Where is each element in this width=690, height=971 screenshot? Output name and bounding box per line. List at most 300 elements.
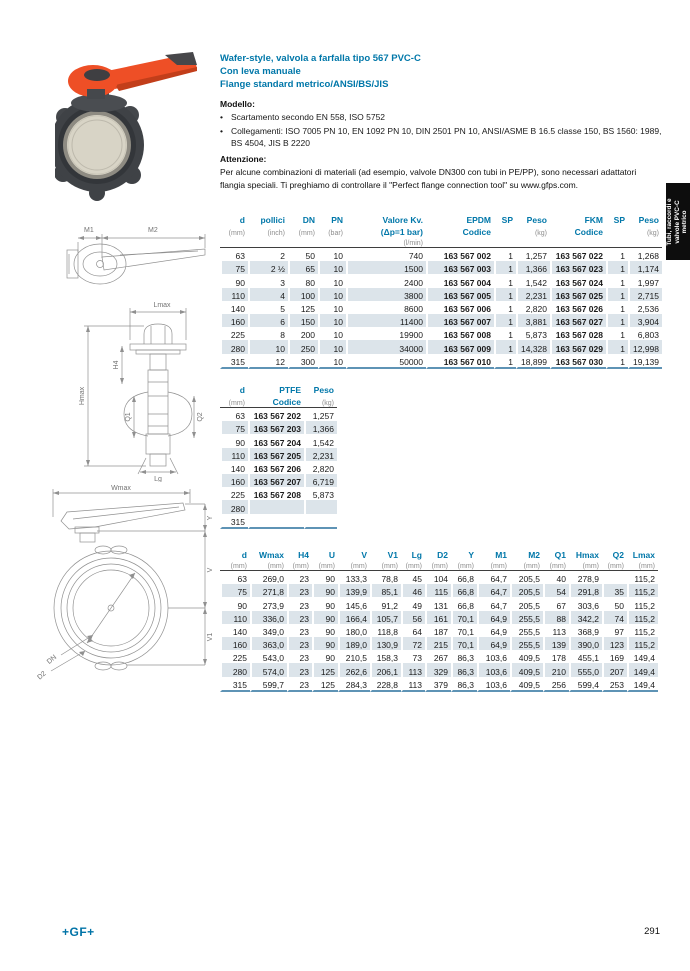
table-cell: 10 [248,340,288,353]
table-cell: 14,328 [516,340,550,353]
table-cell: 40 [543,571,569,584]
table-cell: 1 [494,301,516,314]
table-row [220,514,337,529]
table-cell: 315 [220,677,250,692]
table-cell: 225 [220,327,248,340]
table-cell: 2 [248,248,288,261]
table-cell: 300 [288,354,318,369]
table-cell: 2,820 [304,461,337,474]
table-cell: 3,881 [516,314,550,327]
dim-label-lg: Lg [154,476,162,482]
dim-label-h4: H4 [113,360,120,370]
table-cell: 10 [318,340,346,353]
table-cell: 23 [287,663,312,676]
page-title [220,52,660,91]
column-header: Peso [526,215,547,225]
table-cell: 11400 [346,314,426,327]
table-cell: 3 [248,274,288,287]
table-cell: 163 567 024 [550,274,606,287]
table-cell: 2,231 [304,448,337,461]
table-cell: 206,1 [370,663,401,676]
table-cell: 6 [248,314,288,327]
column-header: Codice [462,227,491,237]
table-cell: 73 [401,650,425,663]
table-cell: 10 [318,327,346,340]
dim-label-v: V [207,567,214,573]
section-tab-line: metrico [681,209,689,234]
table-cell: 1 [494,340,516,353]
table-cell: 65 [288,261,318,274]
table-cell: 10 [318,248,346,261]
table-cell: 50 [602,597,627,610]
dim-label-lmax: Lmax [153,302,171,309]
table-cell: 255,5 [510,611,543,624]
table-cell: 115 [425,584,451,597]
table-cell: 163 567 007 [426,314,494,327]
table-cell: 139,9 [338,584,370,597]
table-cell: 64,7 [477,571,510,584]
table-cell: 207 [602,663,627,676]
column-header: Peso [638,215,659,225]
table-cell: 1 [606,327,628,340]
table-cell: 1,257 [304,408,337,421]
table-cell: 255,5 [510,624,543,637]
column-header [516,237,550,248]
column-header: (mm) [477,560,510,571]
column-header: EPDM [466,215,491,225]
table-cell: 363,0 [250,637,287,650]
table-cell: 46 [401,584,425,597]
table-row [220,314,662,327]
column-header [628,237,662,248]
table-cell: 64,7 [477,597,510,610]
header-row [220,237,662,248]
column-header: D2 [437,550,448,560]
table-cell: 273,9 [250,597,287,610]
table-cell: 23 [287,650,312,663]
column-header [494,237,516,248]
table-cell: 271,8 [250,584,287,597]
column-header [494,225,516,237]
table-cell: 1 [606,301,628,314]
table-cell: 72 [401,637,425,650]
table-cell: 205,5 [510,571,543,584]
column-header: (mm) [425,560,451,571]
table-cell: 104 [425,571,451,584]
bullet-icon: • [220,112,223,122]
table-cell: 19900 [346,327,426,340]
dim-label-m2: M2 [148,227,158,234]
table-cell [304,500,337,513]
table-cell: 12 [248,354,288,369]
table-cell: 160 [220,637,250,650]
table-cell: 163 567 010 [426,354,494,369]
table-cell: 161 [425,611,451,624]
table-cell: 5,873 [304,487,337,500]
table-cell: 1,997 [628,274,662,287]
table-cell: 80 [288,274,318,287]
dim-label-m1: M1 [84,227,94,234]
header-row [220,213,662,225]
table-cell: 131 [425,597,451,610]
table-cell [602,571,627,584]
table-cell: 86,3 [451,677,477,692]
table-cell: 139 [543,637,569,650]
table-cell [248,514,304,529]
table-cell: 115,2 [627,637,658,650]
table-cell: 90 [220,274,248,287]
table-cell: 66,8 [451,571,477,584]
gf-logo: +GF+ [62,925,95,939]
attenzione-label: Attenzione: [220,154,267,164]
table-cell: 74 [602,611,627,624]
table-cell: 10 [318,301,346,314]
table-cell: 189,0 [338,637,370,650]
table-cell: 210,5 [338,650,370,663]
table-cell: 269,0 [250,571,287,584]
table-cell: 225 [220,650,250,663]
table-cell: 160 [220,474,248,487]
table-cell: 64,9 [477,611,510,624]
table-cell: 125 [312,663,338,676]
table-cell: 125 [312,677,338,692]
column-header: d [239,385,245,395]
table-cell: 280 [220,340,248,353]
table-cell: 115,2 [627,597,658,610]
table-row [220,677,658,692]
table-cell: 56 [401,611,425,624]
table-cell: 599,4 [569,677,602,692]
table-cell: 123 [602,637,627,650]
table-cell: 64,9 [477,624,510,637]
column-header: Q2 [612,550,624,560]
table-cell: 86,3 [451,663,477,676]
dimension-drawing-front-view [33,483,218,708]
table-cell: 163 567 009 [426,340,494,353]
table-cell: 163 567 027 [550,314,606,327]
table-cell: 113 [543,624,569,637]
table-cell [248,500,304,513]
table-cell: 178 [543,650,569,663]
table-cell: 10 [318,354,346,369]
table-cell: 115,2 [627,624,658,637]
table-row [220,408,337,421]
column-header: M1 [495,550,507,560]
column-header: (mm) [370,560,401,571]
column-header: FKM [584,215,603,225]
table-cell: 163 567 207 [248,474,304,487]
table-cell: 409,5 [510,663,543,676]
table-row [220,611,658,624]
header-row [220,560,658,571]
table-cell: 23 [287,637,312,650]
table-row [220,637,658,650]
table-cell: 115,2 [627,571,658,584]
table-cell: 90 [312,637,338,650]
column-header: d [239,215,245,225]
table-cell: 315 [220,354,248,369]
column-header [426,237,494,248]
column-header: (mm) [228,230,245,237]
table-cell: 63 [220,408,248,421]
table-cell: 1 [494,274,516,287]
table-cell: 1,268 [628,248,662,261]
column-header: H4 [298,550,309,560]
dimension-drawing-side-view [58,296,216,482]
table-cell: 50000 [346,354,426,369]
table-cell: 255,5 [510,637,543,650]
table-cell: 163 567 006 [426,301,494,314]
modello-bullet-list [220,111,665,151]
table-row [220,301,662,314]
table-cell: 1 [494,248,516,261]
table-cell: 140 [220,461,248,474]
table-cell: 1,542 [304,434,337,447]
table-cell: 1,366 [304,421,337,434]
table-cell: 1,257 [516,248,550,261]
table-cell: 75 [220,261,248,274]
table-cell: 163 567 002 [426,248,494,261]
column-header [248,237,288,248]
table-cell: 97 [602,624,627,637]
section-tab [666,183,690,260]
table-row [220,663,658,676]
table-cell: 163 567 206 [248,461,304,474]
table-cell: 2 ½ [248,261,288,274]
table-cell: 187 [425,624,451,637]
table-cell: 1 [606,314,628,327]
table-cell: 574,0 [250,663,287,676]
table-cell: 163 567 008 [426,327,494,340]
column-header: (mm) [569,560,602,571]
table-cell: 253 [602,677,627,692]
table-cell: 34000 [346,340,426,353]
table-cell: 8 [248,327,288,340]
table-row [220,650,658,663]
bullet-text: Collegamenti: ISO 7005 PN 10, EN 1092 PN 10, DIN 2501 PN 10, ANSI/ASME B 16.5 classe 150, BS 1560: 1989, BS 4504, JIS B 2220 [231,125,662,148]
table-cell: 2,820 [516,301,550,314]
table-cell: 163 567 205 [248,448,304,461]
table-cell: 1 [606,354,628,369]
column-header: (mm) [627,560,658,571]
table-cell: 64,9 [477,637,510,650]
table-cell: 10 [318,274,346,287]
table-cell: 70,1 [451,624,477,637]
column-header: (mm) [543,560,569,571]
column-header: (mm) [250,560,287,571]
table-row [220,584,658,597]
table-cell: 90 [312,611,338,624]
table-cell: 23 [287,624,312,637]
table-cell: 6,803 [628,327,662,340]
dim-label-hmax: Hmax [79,386,86,406]
dim-label-wmax: Wmax [111,485,131,492]
table-cell: 1,366 [516,261,550,274]
table-cell: 70,1 [451,611,477,624]
table-cell: 303,6 [569,597,602,610]
table-cell: 2,536 [628,301,662,314]
table-cell: 555,0 [569,663,602,676]
table-cell: 110 [220,448,248,461]
column-header: (mm) [287,560,312,571]
table-cell: 12,998 [628,340,662,353]
column-header: (mm) [220,395,248,408]
table-cell: 379 [425,677,451,692]
table-cell: 125 [288,301,318,314]
table-cell: 3,904 [628,314,662,327]
table-cell: 85,1 [370,584,401,597]
ordering-table-epdm-fkm [220,213,662,369]
column-header: PTFE [279,385,301,395]
table-cell: 10 [318,288,346,301]
table-cell: 2,231 [516,288,550,301]
table-cell: 54 [543,584,569,597]
column-header: SP [501,215,513,225]
column-header: Q1 [554,550,566,560]
table-cell: 225 [220,487,248,500]
column-header: Lg [411,550,422,560]
table-cell: 64 [401,624,425,637]
table-row [220,500,337,513]
column-header: (mm) [401,560,425,571]
column-header: V [361,550,367,560]
column-header: M2 [528,550,540,560]
table-row [220,274,662,287]
table-cell: 90 [312,624,338,637]
table-cell: 91,2 [370,597,401,610]
table-cell: 336,0 [250,611,287,624]
table-row [220,448,337,461]
column-header: V1 [387,550,398,560]
column-header [318,237,346,248]
table-cell: 5 [248,301,288,314]
table-cell: 110 [220,288,248,301]
table-cell: 50 [288,248,318,261]
table-cell: 163 567 003 [426,261,494,274]
column-header: Valore Kv. [382,215,423,225]
table-cell: 1 [606,340,628,353]
table-cell: 90 [312,584,338,597]
table-cell: 250 [288,340,318,353]
modello-label: Modello: [220,99,255,109]
table-cell: 140 [220,624,250,637]
table-cell: 1,542 [516,274,550,287]
table-cell: 75 [220,584,250,597]
table-cell: 5,873 [516,327,550,340]
table-cell: 409,5 [510,650,543,663]
table-cell: 163 567 023 [550,261,606,274]
table-cell: 160 [220,314,248,327]
table-cell: 278,9 [569,571,602,584]
table-row [220,461,337,474]
table-cell: 1 [494,288,516,301]
dimensions-table [220,548,658,692]
column-header: d [241,550,247,560]
table-cell: 166,4 [338,611,370,624]
table-cell: 1 [494,261,516,274]
column-header [550,237,606,248]
table-cell: 349,0 [250,624,287,637]
table-cell: 1 [606,274,628,287]
table-cell: 158,3 [370,650,401,663]
table-cell: 280 [220,663,250,676]
table-cell: 133,3 [338,571,370,584]
section-tab-line: valvole PVC-C [673,199,681,244]
table-cell: 262,6 [338,663,370,676]
table-cell: 2,715 [628,288,662,301]
table-cell: 267 [425,650,451,663]
table-cell: 23 [287,584,312,597]
table-cell: 90 [312,650,338,663]
modello-bullet-1 [220,125,665,150]
table-row [220,340,662,353]
table-row [220,421,337,434]
title-line-1: Wafer-style, valvola a farfalla tipo 567 PVC-C [220,53,421,64]
attenzione-paragraph: Per alcune combinazioni di materiali (ad esempio, valvole DN300 con tubi in PE/PP), sono necessari adattatori flangia speciali. Ti preghiamo di controllare il "Perfect flange connection tool" su www.gfps.com. [220,167,637,190]
table-cell: 103,6 [477,677,510,692]
table-cell: 70,1 [451,637,477,650]
table-cell: 1 [606,248,628,261]
table-cell: 130,9 [370,637,401,650]
table-row [220,474,337,487]
header-row [220,225,662,237]
table-cell: 66,8 [451,584,477,597]
table-cell: 90 [312,597,338,610]
table-cell: 100 [288,288,318,301]
table-cell: 64,7 [477,584,510,597]
table-cell: 543,0 [250,650,287,663]
table-cell: 103,6 [477,663,510,676]
table-cell: 280 [220,500,248,513]
table-cell: 19,139 [628,354,662,369]
column-header: (mm) [298,230,315,237]
table-cell: 740 [346,248,426,261]
table-cell: 23 [287,677,312,692]
table-cell [304,514,337,529]
table-cell: 67 [543,597,569,610]
column-header: (l/min) [346,237,426,248]
bullet-icon: • [220,125,223,136]
table-cell: 23 [287,611,312,624]
table-cell: 10 [318,314,346,327]
ordering-table-ptfe [220,383,337,529]
column-header [220,237,248,248]
dim-label-q1: Q1 [125,412,132,422]
column-header: Codice [574,227,603,237]
table-cell: 75 [220,421,248,434]
table-row [220,571,658,584]
table-cell: 115,2 [627,584,658,597]
table-cell: 1 [494,314,516,327]
table-row [220,487,337,500]
table-cell: 110 [220,611,250,624]
header-row [220,548,658,560]
table-cell: 205,5 [510,597,543,610]
table-cell: 1 [606,261,628,274]
dimension-drawing-top-view [60,212,212,292]
table-cell: 163 567 204 [248,434,304,447]
table-cell: 1,174 [628,261,662,274]
table-cell: 163 567 203 [248,421,304,434]
table-cell: 145,6 [338,597,370,610]
column-header: (mm) [602,560,627,571]
table-cell: 163 567 029 [550,340,606,353]
table-cell: 163 567 202 [248,408,304,421]
column-header: (inch) [267,230,285,237]
table-cell: 4 [248,288,288,301]
table-cell: 63 [220,571,250,584]
table-cell: 215 [425,637,451,650]
